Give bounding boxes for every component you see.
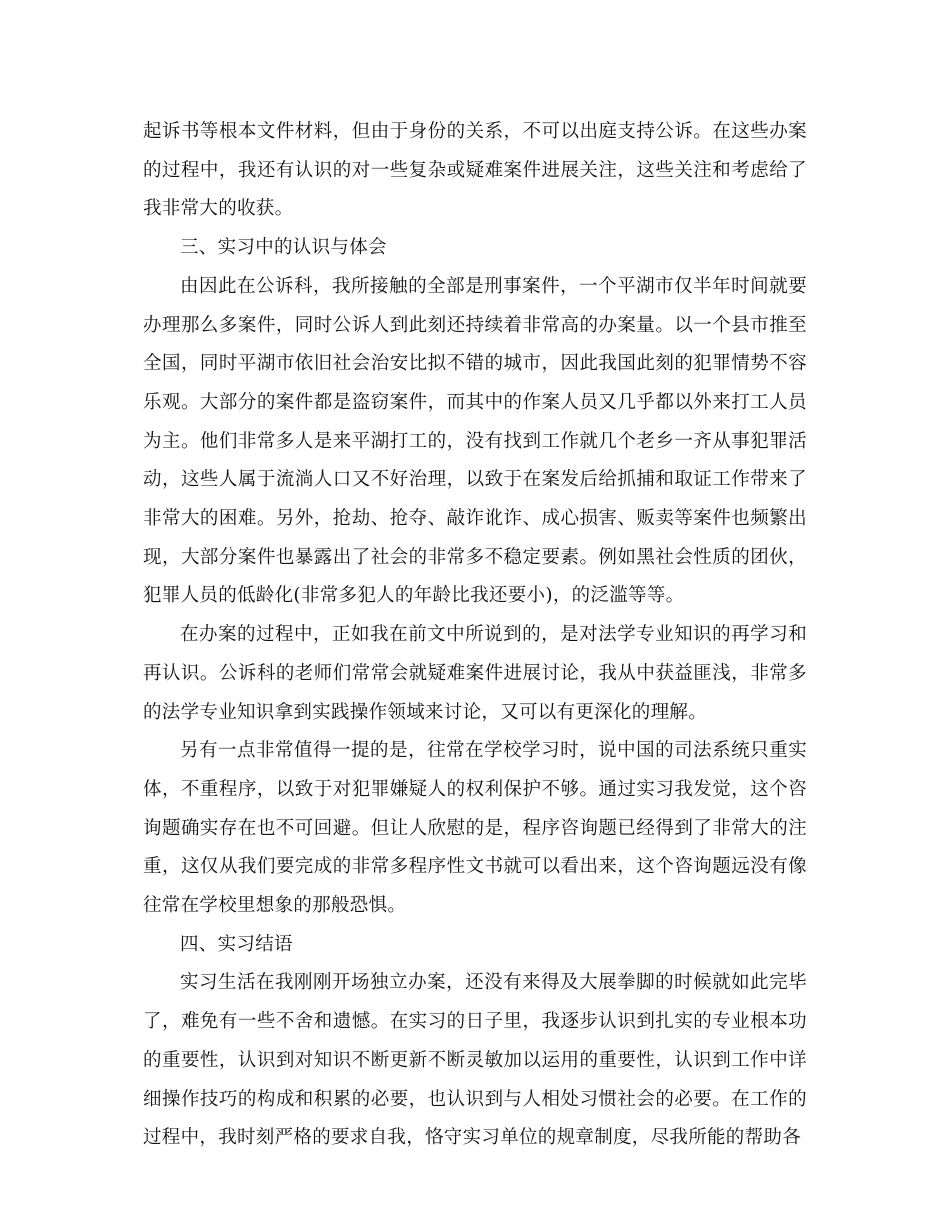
- paragraph-conclusion: 实习生活在我刚刚开场独立办案，还没有来得及大展拳脚的时候就如此完毕了，难免有一些不舍和遗憾。在实习的日子里，我逐步认识到扎实的专业根本功的重要性，认识到对知识不断更新不断灵敏加以运用的重要性，认识到工作中详细操作技巧的构成和积累的必要，也认识到与人相处习惯社会的必要。在工作的过程中，我时刻严格的要求自我，恪守实习单位的规章制度，尽我所能的帮助各: [143, 972, 807, 1149]
- paragraph-crime-situation: 由因此在公诉科，我所接触的全部是刑事案件，一个平湖市仅半年时间就要办理那么多案件，同时公诉人到此刻还持续着非常高的办案量。以一个县市推至全国，同时平湖市依旧社会治安比拟不错的城市，因此我国此刻的犯罪情势不容乐观。大部分的案件都是盗窃案件，而其中的作案人员又几乎都以外来打工人员为主。他们非常多人是来平湖打工的，没有找到工作就几个老乡一齐从事犯罪活动，这些人属于流淌人口又不好治理，以致于在案发后给抓捕和取证工作带来了非常大的困难。另外，抢劫、抢夺、敲诈讹诈、成心损害、贩卖等案件也频繁出现，大部分案件也暴露出了社会的非常多不稳定要素。例如黑社会性质的团伙，犯罪人员的低龄化(非常多犯人的年龄比我还要小)，的泛滥等等。: [143, 275, 807, 607]
- section-heading-4: 四、实习结语: [180, 933, 293, 955]
- section-heading-3: 三、实习中的认识与体会: [180, 237, 387, 259]
- paragraph-case-discussion: 在办案的过程中，正如我在前文中所说到的，是对法学专业知识的再学习和再认识。公诉科的老师们常常会就疑难案件进展讨论，我从中获益匪浅，非常多的法学专业知识拿到实践操作领域来讨论，又可以有更深化的理解。: [143, 624, 807, 723]
- paragraph-procedure: 另有一点非常值得一提的是，往常在学校学习时，说中国的司法系统只重实体，不重程序，以致于对犯罪嫌疑人的权利保护不够。通过实习我发觉，这个咨询题确实存在也不可回避。但让人欣慰的是，程序咨询题已经得到了非常大的注重，这仅从我们要完成的非常多程序性文书就可以看出来，这个咨询题远没有像往常在学校里想象的那般恐惧。: [143, 740, 807, 917]
- document-body: [143, 113, 807, 1158]
- paragraph-continuation: 起诉书等根本文件材料，但由于身份的关系，不可以出庭支持公诉。在这些办案的过程中，我还有认识的对一些复杂或疑难案件进展关注，这些关注和考虑给了我非常大的收获。: [143, 121, 807, 220]
